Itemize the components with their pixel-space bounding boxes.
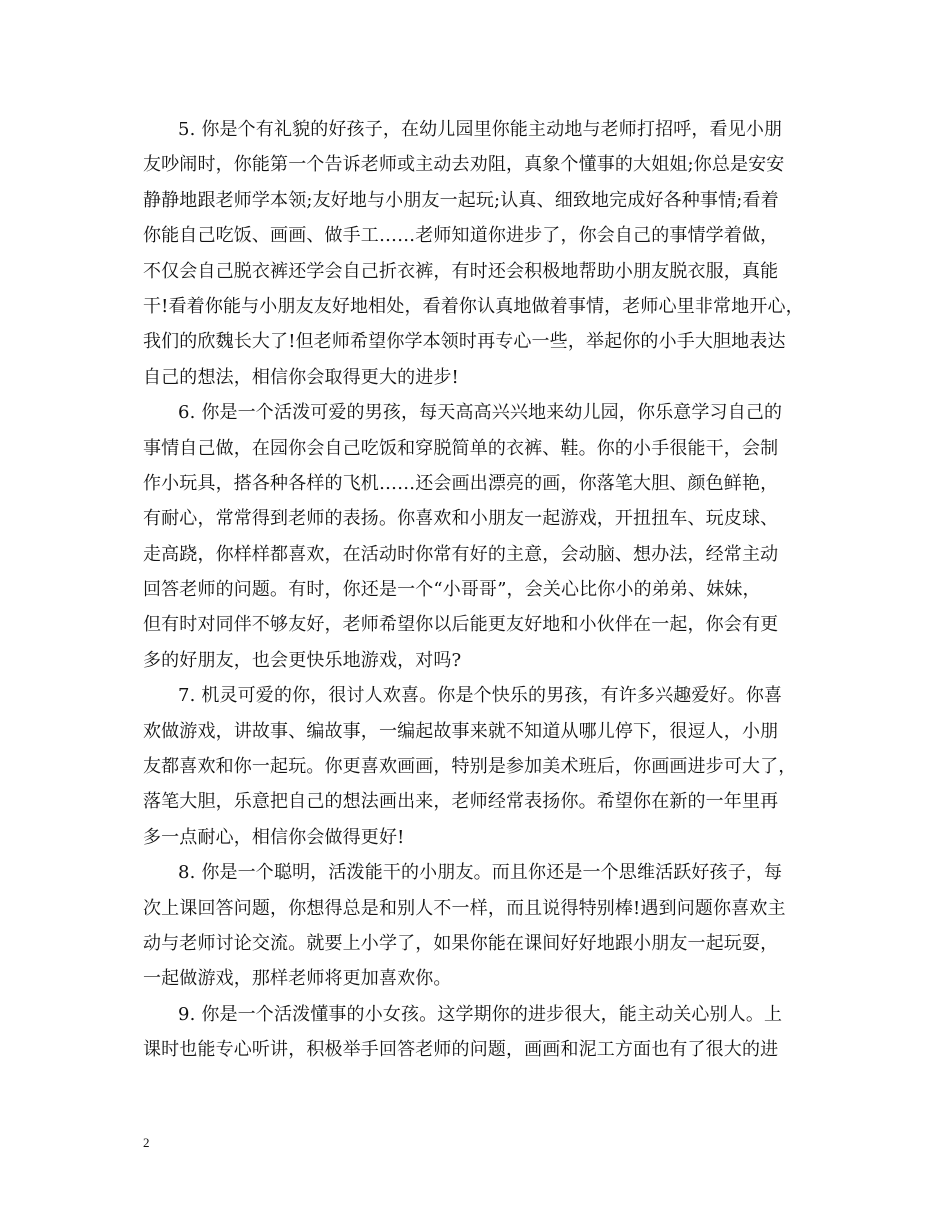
paragraph-5-line-8: 自己的想法，相信你会取得更大的进步! xyxy=(143,366,459,388)
paragraph-7-line-2: 欢做游戏，讲故事、编故事，一编起故事来就不知道从哪儿停下，很逗人，小朋 xyxy=(143,720,779,742)
paragraph-8-line-1: 8. 你是一个聪明，活泼能干的小朋友。而且你还是一个思维活跃好孩子，每 xyxy=(178,862,783,884)
paragraph-7-line-4: 落笔大胆，乐意把自己的想法画出来，老师经常表扬你。希望你在新的一年里再 xyxy=(143,791,779,813)
paragraph-6-line-2: 事情自己做，在园你会自己吃饭和穿脱简单的衣裤、鞋。你的小手很能干，会制 xyxy=(143,437,779,459)
page-number: 2 xyxy=(143,1135,150,1150)
paragraph-5-line-4: 你能自己吃饭、画画、做手工……老师知道你进步了，你会自己的事情学着做， xyxy=(143,225,779,247)
paragraph-6-line-6: 回答老师的问题。有时，你还是一个“小哥哥”，会关心比你小的弟弟、妹妹， xyxy=(143,579,761,601)
paragraph-5-line-2: 友吵闹时，你能第一个告诉老师或主动去劝阻，真象个懂事的大姐姐;你总是安安 xyxy=(143,154,785,176)
paragraph-7-line-3: 友都喜欢和你一起玩。你更喜欢画画，特别是参加美术班后，你画画进步可大了， xyxy=(143,756,797,778)
paragraph-5-line-6: 干!看着你能与小朋友友好地相处，看着你认真地做着事情，老师心里非常地开心， xyxy=(143,295,804,317)
paragraph-5-line-7: 我们的欣魏长大了!但老师希望你学本领时再专心一些，举起你的小手大胆地表达 xyxy=(143,331,786,353)
paragraph-6-line-7: 但有时对同伴不够友好，老师希望你以后能更友好地和小伙伴在一起，你会有更 xyxy=(143,614,779,636)
paragraph-8-line-4: 一起做游戏，那样老师将更加喜欢你。 xyxy=(143,968,452,990)
paragraph-6-line-3: 作小玩具，搭各种各样的飞机……还会画出漂亮的画，你落笔大胆、颜色鲜艳， xyxy=(143,472,779,494)
paragraph-7-line-1: 7. 机灵可爱的你，很讨人欢喜。你是个快乐的男孩，有许多兴趣爱好。你喜 xyxy=(178,685,783,707)
paragraph-7-line-5: 多一点耐心，相信你会做得更好! xyxy=(143,826,405,848)
paragraph-8-line-2: 次上课回答问题，你想得总是和别人不一样，而且说得特别棒!遇到问题你喜欢主 xyxy=(143,897,786,919)
paragraph-6-line-8: 多的好朋友，也会更快乐地游戏，对吗? xyxy=(143,649,462,671)
paragraph-6-line-5: 走高跷，你样样都喜欢，在活动时你常有好的主意，会动脑、想办法，经常主动 xyxy=(143,543,779,565)
paragraph-8-line-3: 动与老师讨论交流。就要上小学了，如果你能在课间好好地跟小朋友一起玩耍， xyxy=(143,932,779,954)
document-body xyxy=(143,112,823,1068)
paragraph-5-line-1: 5. 你是个有礼貌的好孩子，在幼儿园里你能主动地与老师打招呼，看见小朋 xyxy=(178,119,783,140)
paragraph-6-line-1: 6. 你是一个活泼可爱的男孩，每天高高兴兴地来幼儿园，你乐意学习自己的 xyxy=(178,402,783,424)
paragraph-5-line-5: 不仅会自己脱衣裤还学会自己折衣裤，有时还会积极地帮助小朋友脱衣服，真能 xyxy=(143,260,779,282)
paragraph-5-line-3: 静静地跟老师学本领;友好地与小朋友一起玩;认真、细致地完成好各种事情;看着 xyxy=(143,189,779,211)
paragraph-9-line-2: 课时也能专心听讲，积极举手回答老师的问题，画画和泥工方面也有了很大的进 xyxy=(143,1039,779,1061)
paragraph-6-line-4: 有耐心，常常得到老师的表扬。你喜欢和小朋友一起游戏，开扭扭车、玩皮球、 xyxy=(143,508,779,530)
paragraph-9-line-1: 9. 你是一个活泼懂事的小女孩。这学期你的进步很大，能主动关心别人。上 xyxy=(178,1003,783,1025)
